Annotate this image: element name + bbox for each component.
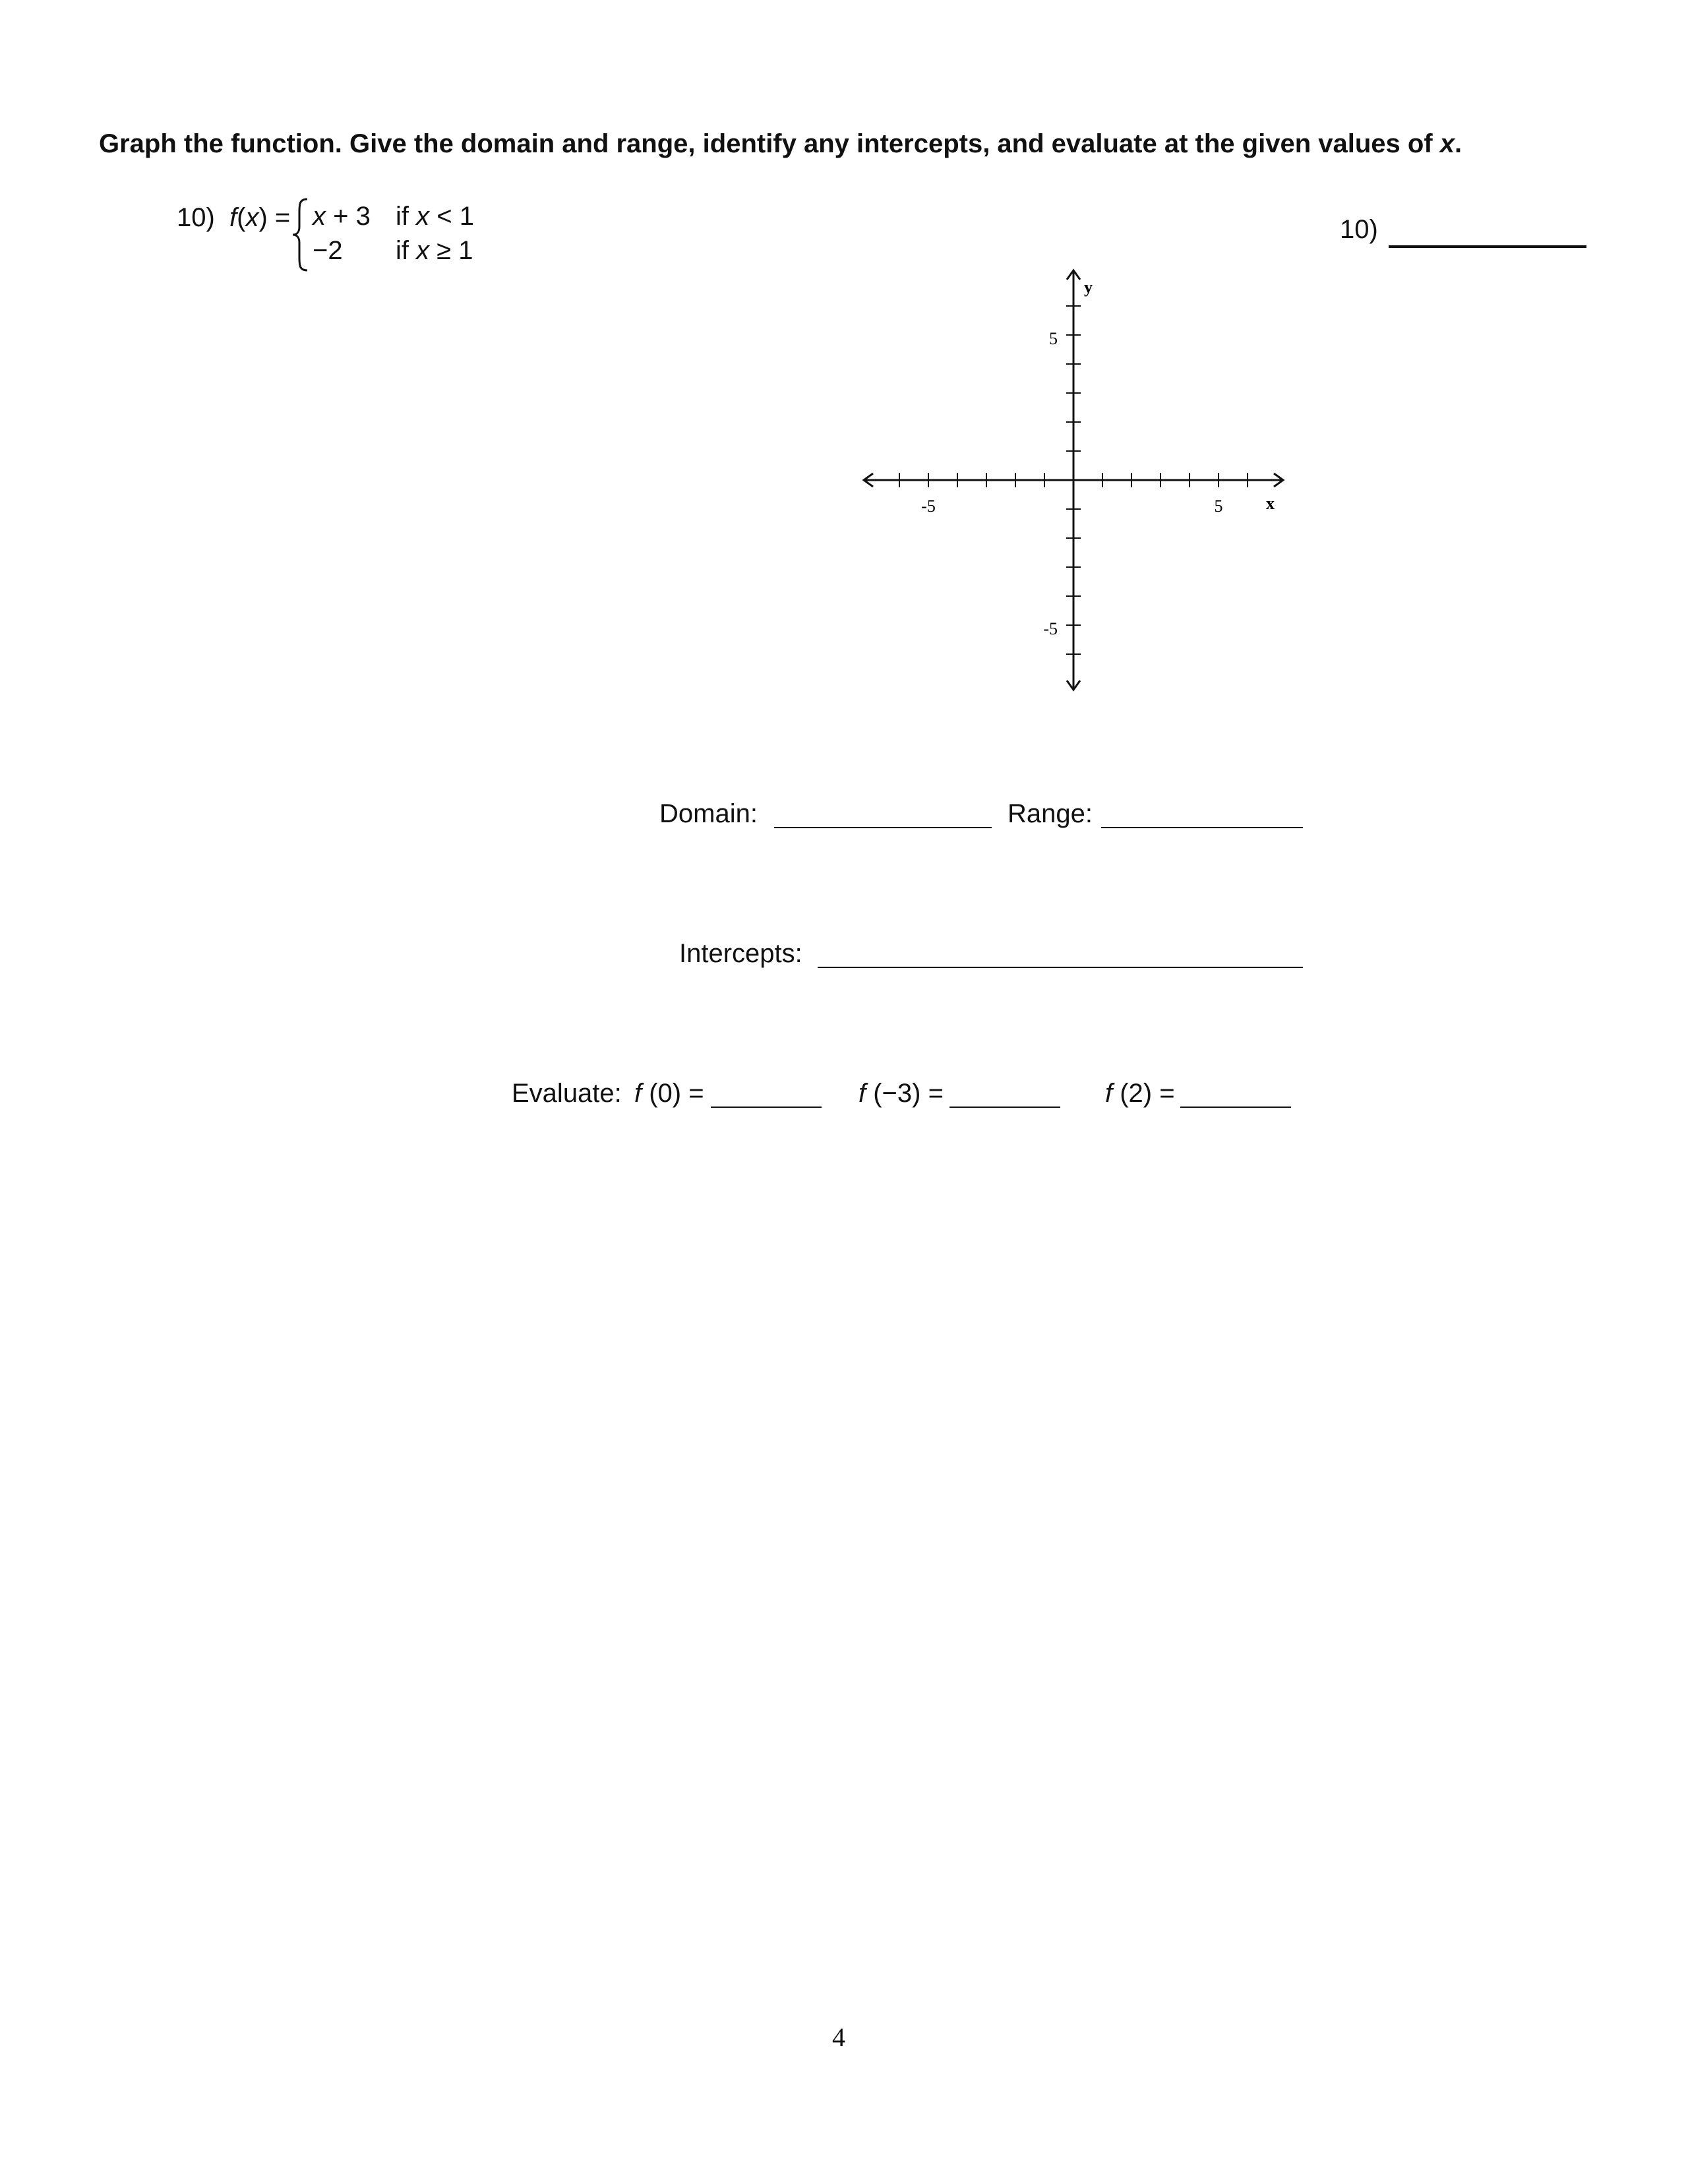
problem-number: 10): [177, 203, 215, 232]
axes: [864, 270, 1283, 690]
evaluate-label: Evaluate:: [512, 1079, 622, 1108]
range-label: Range:: [1008, 799, 1093, 828]
y-tick-label-5: 5: [1049, 329, 1058, 348]
eval-fneg3-blank[interactable]: [950, 1088, 1060, 1108]
eval-f2: f (2) =: [1105, 1079, 1175, 1108]
function-name: f: [229, 203, 237, 232]
domain-label: Domain:: [659, 799, 758, 828]
page-number: 4: [832, 2022, 845, 2052]
y-axis-label: y: [1084, 278, 1093, 297]
eval-f2-blank[interactable]: [1180, 1088, 1291, 1108]
instructions-variable: x: [1439, 129, 1455, 158]
x-axis-label: x: [1266, 494, 1275, 513]
case-1-condition: if x < 1: [396, 202, 474, 231]
intercepts-label: Intercepts:: [679, 939, 802, 968]
answer-number: 10): [1340, 215, 1378, 244]
case-2-condition: if x ≥ 1: [396, 236, 473, 265]
answer-blank[interactable]: [1389, 245, 1586, 248]
eval-fneg3: f (−3) =: [859, 1079, 944, 1108]
intercepts-field: [679, 939, 802, 969]
x-tick-label-neg5: -5: [921, 497, 936, 516]
range-blank[interactable]: [1101, 808, 1303, 828]
function-open-paren: (: [237, 203, 246, 232]
case-1-expression: x + 3: [313, 202, 371, 231]
domain-field: [659, 799, 758, 829]
instructions: [99, 129, 1462, 159]
instructions-text: Graph the function. Give the domain and range, identify any intercepts, and evaluate at the given values of: [99, 129, 1440, 158]
y-tick-label-neg5: -5: [1043, 619, 1058, 638]
function-equals: ) =: [258, 203, 291, 232]
domain-blank[interactable]: [774, 808, 992, 828]
instructions-end: .: [1455, 129, 1462, 158]
function-variable: x: [245, 203, 259, 232]
case-2-expression: −2: [313, 236, 343, 265]
piecewise-brace: [291, 195, 310, 274]
x-tick-label-5: 5: [1214, 497, 1223, 516]
range-field: [1008, 799, 1093, 829]
coordinate-grid[interactable]: [857, 264, 1292, 699]
intercepts-blank[interactable]: [818, 948, 1303, 968]
eval-f0: f (0) =: [634, 1079, 704, 1108]
eval-f0-blank[interactable]: [711, 1088, 822, 1108]
problem-statement: [177, 203, 290, 233]
